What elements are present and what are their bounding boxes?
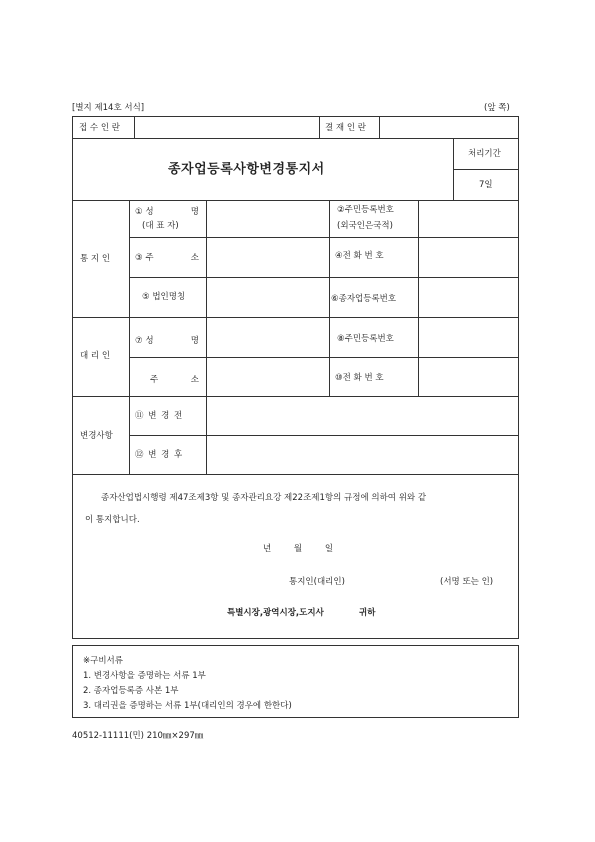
row-divider (73, 396, 518, 397)
addressee-honorific: 귀하 (359, 608, 376, 618)
row-divider (129, 277, 518, 278)
section-agent: 대 리 인 (80, 351, 111, 361)
agent-address-label-a: 주 (150, 375, 159, 385)
col-divider (379, 117, 380, 138)
col-divider (129, 200, 130, 474)
addressee: 특별시장,광역시장,도지사 (227, 608, 324, 618)
processing-period-label: 처리기간 (468, 149, 501, 159)
notifier-signature-label: 통지인(대리인) (289, 577, 345, 587)
agent-resident-number-label: ⑧주민등록번호 (337, 334, 394, 344)
required-document-item: 2. 종자업등록증 사본 1부 (83, 686, 179, 696)
resident-number-label: ②주민등록번호 (337, 205, 394, 215)
row-divider (129, 435, 518, 436)
agent-address-label-b: 소 (190, 375, 199, 385)
page-title: 종자업등록사항변경통지서 (168, 162, 325, 177)
agent-name-label-num: ⑦ 성 (135, 336, 154, 346)
representative-label: (대 표 자) (142, 221, 179, 231)
form-number: [별지 제14호 서식] (72, 103, 145, 113)
sign-or-seal-label: (서명 또는 인) (440, 577, 494, 587)
name-label (135, 205, 199, 217)
agent-address-label (150, 373, 199, 385)
date-line: 년 월 일 (263, 544, 334, 554)
agent-phone-label: ⑩전 화 번 호 (335, 373, 384, 383)
receipt-stamp-label: 접 수 인 란 (79, 123, 120, 133)
row-divider (129, 237, 518, 238)
required-document-item: 3. 대리권을 증명하는 서류 1부(대리인의 경우에 한한다) (83, 701, 292, 711)
required-documents-heading: ※구비서류 (83, 656, 123, 666)
col-divider (319, 117, 320, 138)
row-divider (453, 169, 518, 170)
section-notifier: 통 지 인 (80, 254, 111, 264)
phone-label: ④전 화 번 호 (335, 251, 384, 261)
name-label-num: ① 성 (135, 207, 154, 217)
row-divider (73, 200, 518, 201)
before-change-label: ⑪ 변 경 전 (135, 411, 184, 421)
col-divider (418, 200, 419, 396)
name-label-end: 명 (190, 207, 199, 217)
col-divider (329, 200, 330, 396)
statement-line-2: 이 통지합니다. (85, 515, 140, 525)
after-change-label: ⑫ 변 경 후 (135, 450, 184, 460)
nationality-label: (외국인은국적) (337, 221, 393, 231)
col-divider (453, 138, 454, 200)
required-document-item: 1. 변경사항을 증명하는 서류 1부 (83, 671, 206, 681)
row-divider (129, 357, 518, 358)
form-footer-code: 40512-11111(민) 210㎜×297㎜ (72, 731, 204, 741)
row-divider (73, 474, 518, 475)
col-divider (134, 117, 135, 138)
statement-line-1: 종자산업법시행령 제47조제3항 및 종자관리요강 제22조제1항의 규정에 의하여 위와 같 (101, 493, 427, 503)
corporation-name-label: ⑤ 법인명칭 (142, 292, 186, 302)
notification-form (72, 116, 519, 639)
seed-business-reg-label: ⑥종자업등록번호 (331, 294, 397, 304)
address-label (135, 251, 199, 263)
address-label-end: 소 (190, 253, 199, 263)
processing-period-value: 7일 (479, 180, 493, 190)
col-divider (206, 200, 207, 474)
address-label-num: ③ 주 (135, 253, 154, 263)
page-side-label: (앞 쪽) (484, 103, 510, 113)
agent-name-label-end: 명 (190, 336, 199, 346)
required-documents-box (72, 645, 519, 718)
approval-stamp-label: 결 재 인 란 (325, 123, 366, 133)
agent-name-label (135, 334, 199, 346)
section-changes: 변경사항 (80, 431, 113, 441)
row-divider (73, 138, 518, 139)
row-divider (73, 317, 518, 318)
